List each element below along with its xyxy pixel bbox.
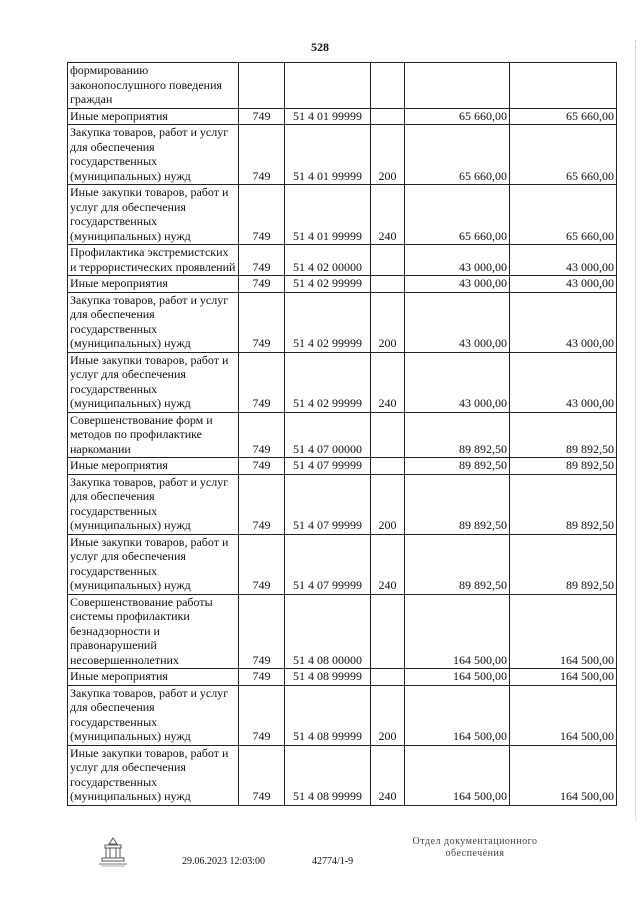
row-name-cell: Иные мероприятия [68, 458, 239, 475]
row-code-cell: 749 [239, 458, 285, 475]
row-target-cell: 51 4 07 99999 [285, 474, 371, 534]
row-name-cell: Иные закупки товаров, работ и услуг для обеспечения государственных (муниципальных) нужд [68, 534, 239, 594]
row-sum-actual-cell: 43 000,00 [510, 292, 617, 352]
row-type-cell: 200 [371, 474, 405, 534]
row-name-cell: Закупка товаров, работ и услуг для обеспечения государственных (муниципальных) нужд [68, 125, 239, 185]
budget-table-body [68, 63, 617, 806]
row-code-cell: 749 [239, 669, 285, 686]
page-footer [0, 830, 640, 904]
document-id: 42774/1-9 [312, 856, 354, 867]
row-sum-actual-cell: 164 500,00 [510, 594, 617, 669]
row-code-cell: 749 [239, 125, 285, 185]
row-sum-plan-cell: 164 500,00 [405, 594, 510, 669]
row-code-cell [239, 63, 285, 109]
print-timestamp: 29.06.2023 12:03:00 [182, 856, 266, 867]
row-sum-actual-cell: 43 000,00 [510, 276, 617, 293]
row-code-cell: 749 [239, 276, 285, 293]
table-row [68, 534, 617, 594]
row-sum-actual-cell: 43 000,00 [510, 352, 617, 412]
row-sum-plan-cell: 43 000,00 [405, 276, 510, 293]
row-sum-actual-cell: 43 000,00 [510, 245, 617, 276]
row-name-cell: Закупка товаров, работ и услуг для обеспечения государственных (муниципальных) нужд [68, 292, 239, 352]
row-type-cell [371, 63, 405, 109]
row-sum-plan-cell: 164 500,00 [405, 685, 510, 745]
table-row [68, 594, 617, 669]
row-name-cell: Иные закупки товаров, работ и услуг для обеспечения государственных (муниципальных) нужд [68, 745, 239, 805]
row-code-cell: 749 [239, 412, 285, 458]
row-code-cell: 749 [239, 474, 285, 534]
row-type-cell [371, 108, 405, 125]
row-sum-actual-cell: 89 892,50 [510, 458, 617, 475]
table-row [68, 458, 617, 475]
row-target-cell: 51 4 01 99999 [285, 108, 371, 125]
row-sum-plan-cell [405, 63, 510, 109]
row-sum-plan-cell: 89 892,50 [405, 474, 510, 534]
row-code-cell: 749 [239, 185, 285, 245]
table-row [68, 63, 617, 109]
budget-table [67, 62, 617, 806]
table-row [68, 412, 617, 458]
row-code-cell: 749 [239, 594, 285, 669]
row-sum-plan-cell: 43 000,00 [405, 292, 510, 352]
table-row [68, 474, 617, 534]
row-code-cell: 749 [239, 352, 285, 412]
table-row [68, 669, 617, 686]
row-sum-plan-cell: 164 500,00 [405, 669, 510, 686]
row-code-cell: 749 [239, 745, 285, 805]
row-type-cell: 240 [371, 745, 405, 805]
city-duma-emblem-icon [96, 836, 130, 868]
department-stamp: Отдел документационного обеспечения [412, 836, 538, 859]
row-sum-plan-cell: 43 000,00 [405, 352, 510, 412]
row-target-cell: 51 4 07 99999 [285, 534, 371, 594]
row-code-cell: 749 [239, 292, 285, 352]
row-type-cell: 240 [371, 534, 405, 594]
row-name-cell: Закупка товаров, работ и услуг для обеспечения государственных (муниципальных) нужд [68, 685, 239, 745]
row-target-cell: 51 4 02 99999 [285, 292, 371, 352]
table-row [68, 276, 617, 293]
row-type-cell: 200 [371, 125, 405, 185]
row-type-cell: 240 [371, 352, 405, 412]
row-name-cell: формированию законопослушного поведения граждан [68, 63, 239, 109]
row-name-cell: Закупка товаров, работ и услуг для обеспечения государственных (муниципальных) нужд [68, 474, 239, 534]
row-code-cell: 749 [239, 108, 285, 125]
row-type-cell [371, 276, 405, 293]
row-name-cell: Совершенствование работы системы профилактики безнадзорности и правонарушений несовершеннолетних [68, 594, 239, 669]
page-number: 528 [311, 40, 329, 54]
row-sum-actual-cell: 164 500,00 [510, 745, 617, 805]
row-type-cell: 200 [371, 685, 405, 745]
row-target-cell: 51 4 02 00000 [285, 245, 371, 276]
row-code-cell: 749 [239, 245, 285, 276]
row-type-cell [371, 458, 405, 475]
row-target-cell: 51 4 02 99999 [285, 276, 371, 293]
row-sum-actual-cell: 89 892,50 [510, 474, 617, 534]
row-sum-plan-cell: 43 000,00 [405, 245, 510, 276]
row-sum-actual-cell: 164 500,00 [510, 685, 617, 745]
row-name-cell: Иные закупки товаров, работ и услуг для обеспечения государственных (муниципальных) нужд [68, 352, 239, 412]
row-sum-actual-cell: 65 660,00 [510, 185, 617, 245]
row-target-cell: 51 4 08 99999 [285, 669, 371, 686]
row-name-cell: Иные мероприятия [68, 276, 239, 293]
row-target-cell: 51 4 02 99999 [285, 352, 371, 412]
row-type-cell: 240 [371, 185, 405, 245]
row-target-cell: 51 4 08 99999 [285, 745, 371, 805]
table-row [68, 292, 617, 352]
row-sum-plan-cell: 65 660,00 [405, 125, 510, 185]
row-name-cell: Иные мероприятия [68, 108, 239, 125]
row-sum-actual-cell: 65 660,00 [510, 125, 617, 185]
row-sum-actual-cell: 89 892,50 [510, 412, 617, 458]
row-type-cell [371, 245, 405, 276]
row-target-cell: 51 4 08 00000 [285, 594, 371, 669]
row-type-cell [371, 594, 405, 669]
table-row [68, 125, 617, 185]
row-sum-plan-cell: 89 892,50 [405, 534, 510, 594]
row-target-cell: 51 4 01 99999 [285, 125, 371, 185]
row-target-cell: 51 4 08 99999 [285, 685, 371, 745]
table-row [68, 745, 617, 805]
row-target-cell: 51 4 01 99999 [285, 185, 371, 245]
row-target-cell: 51 4 07 99999 [285, 458, 371, 475]
row-target-cell [285, 63, 371, 109]
table-row [68, 245, 617, 276]
table-row [68, 352, 617, 412]
row-sum-actual-cell: 65 660,00 [510, 108, 617, 125]
row-sum-plan-cell: 65 660,00 [405, 108, 510, 125]
row-sum-actual-cell [510, 63, 617, 109]
row-sum-plan-cell: 89 892,50 [405, 412, 510, 458]
margin-scan-line [634, 40, 636, 820]
row-code-cell: 749 [239, 685, 285, 745]
row-sum-actual-cell: 164 500,00 [510, 669, 617, 686]
row-sum-actual-cell: 89 892,50 [510, 534, 617, 594]
row-sum-plan-cell: 65 660,00 [405, 185, 510, 245]
row-name-cell: Иные закупки товаров, работ и услуг для обеспечения государственных (муниципальных) нужд [68, 185, 239, 245]
row-name-cell: Иные мероприятия [68, 669, 239, 686]
row-code-cell: 749 [239, 534, 285, 594]
row-sum-plan-cell: 89 892,50 [405, 458, 510, 475]
table-row [68, 185, 617, 245]
row-type-cell: 200 [371, 292, 405, 352]
table-row [68, 108, 617, 125]
table-row [68, 685, 617, 745]
row-name-cell: Профилактика экстремистских и террористических проявлений [68, 245, 239, 276]
row-type-cell [371, 412, 405, 458]
row-sum-plan-cell: 164 500,00 [405, 745, 510, 805]
row-target-cell: 51 4 07 00000 [285, 412, 371, 458]
row-type-cell [371, 669, 405, 686]
row-name-cell: Совершенствование форм и методов по профилактике наркомании [68, 412, 239, 458]
